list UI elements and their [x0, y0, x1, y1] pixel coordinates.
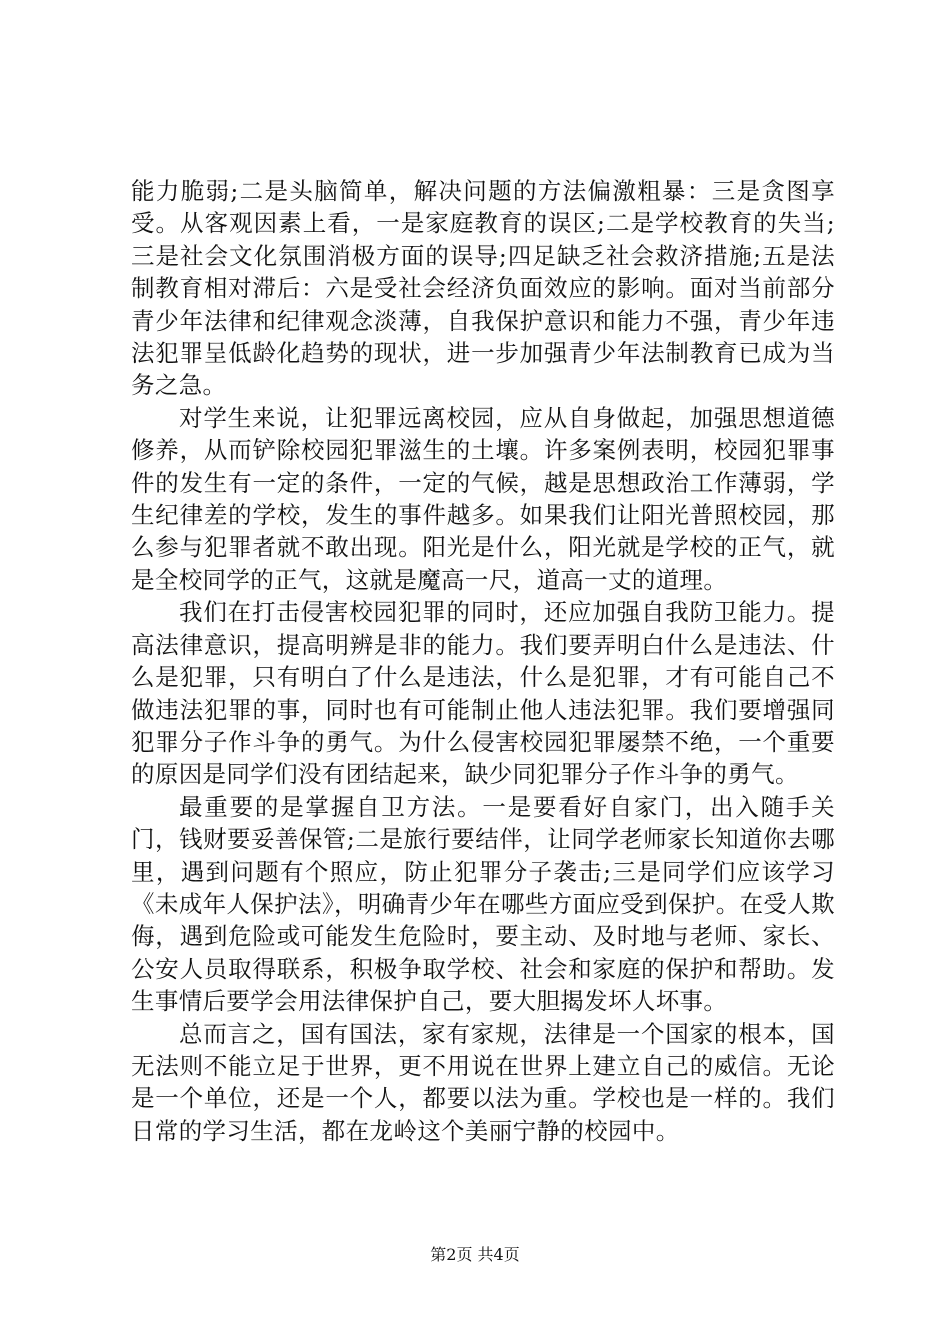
body-text: [131, 175, 835, 1147]
paragraph-4: 最重要的是掌握自卫方法。一是要看好自家门，出入随手关门，钱财要妥善保管;二是旅行要结伴，让同学老师家长知道你去哪里，遇到问题有个照应，防止犯罪分子袭击;三是同学们应该学习《未成年人保护法》，明确青少年在哪些方面应受到保护。在受人欺侮，遇到危险或可能发生危险时，要主动、及时地与老师、家长、公安人员取得联系，积极争取学校、社会和家庭的保护和帮助。发生事情后要学会用法律保护自己，要大胆揭发坏人坏事。: [131, 792, 835, 1016]
page-number-footer: 第2页 共4页: [430, 1245, 520, 1264]
paragraph-3: 我们在打击侵害校园犯罪的同时，还应加强自我防卫能力。提高法律意识，提高明辨是非的能力。我们要弄明白什么是违法、什么是犯罪，只有明白了什么是违法，什么是犯罪，才有可能自己不做违法犯罪的事，同时也有可能制止他人违法犯罪。我们要增强同犯罪分子作斗争的勇气。为什么侵害校园犯罪屡禁不绝，一个重要的原因是同学们没有团结起来，缺少同犯罪分子作斗争的勇气。: [131, 598, 835, 789]
paragraph-1: 能力脆弱;二是头脑简单，解决问题的方法偏激粗暴：三是贪图享受。从客观因素上看，一是家庭教育的误区;二是学校教育的失当;三是社会文化氛围消极方面的误导;四足缺乏社会救济措施;五是法制教育相对滞后：六是受社会经济负面效应的影响。面对当前部分青少年法律和纪律观念淡薄，自我保护意识和能力不强，青少年违法犯罪呈低龄化趋势的现状，进一步加强青少年法制教育已成为当务之急。: [131, 177, 835, 400]
paragraph-5: 总而言之，国有国法，家有家规，法律是一个国家的根本，国无法则不能立足于世界，更不用说在世界上建立自己的威信。无论是一个单位，还是一个人，都要以法为重。学校也是一样的。我们日常的学习生活，都在龙岭这个美丽宁静的校园中。: [131, 1019, 835, 1145]
paragraph-2: 对学生来说，让犯罪远离校园，应从自身做起，加强思想道德修养，从而铲除校园犯罪滋生的土壤。许多案例表明，校园犯罪事件的发生有一定的条件，一定的气候，越是思想政治工作薄弱，学生纪律差的学校，发生的事件越多。如果我们让阳光普照校园，那么参与犯罪者就不敢出现。阳光是什么，阳光就是学校的正气，就是全校同学的正气，这就是魔高一尺，道高一丈的道理。: [131, 403, 835, 594]
